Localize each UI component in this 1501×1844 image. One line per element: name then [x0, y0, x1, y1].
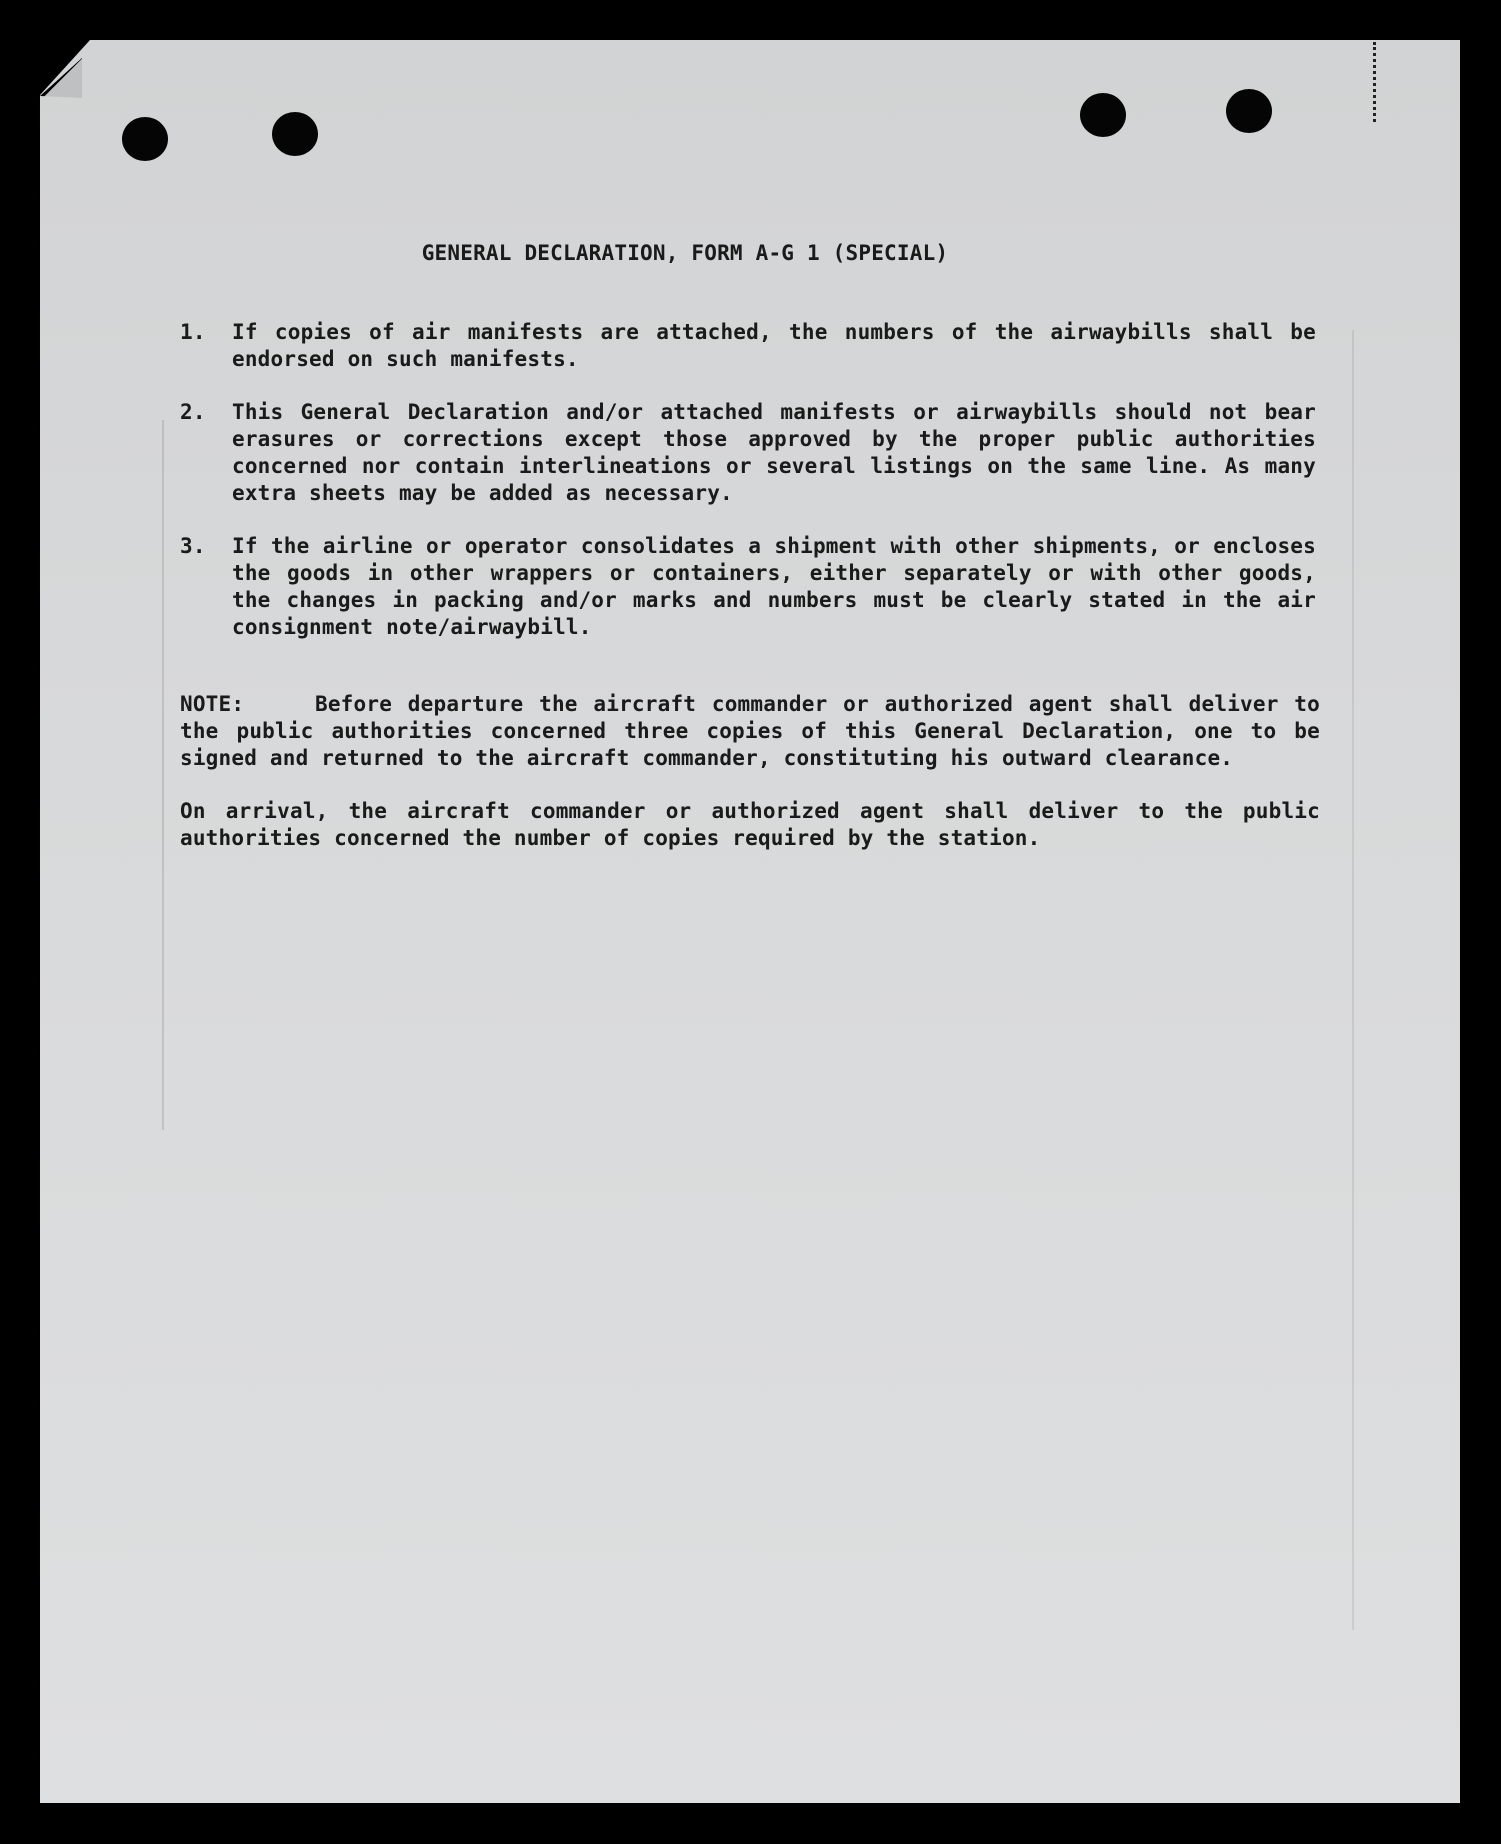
- note-text: Before departure the aircraft commander or authorized agent shall deliver to the public authorities concerned three copies of this General Declaration, one to be signed and returned to the aircraft commander, constituting his outward clearance.: [180, 692, 1320, 770]
- note-paragraph: [180, 691, 1320, 772]
- arrival-paragraph: On arrival, the aircraft commander or authorized agent shall deliver to the public authorities concerned the number of copies required by the station.: [180, 799, 1320, 850]
- punch-hole: [272, 112, 318, 156]
- punch-hole: [1226, 89, 1272, 133]
- item-number: 1.: [180, 320, 206, 344]
- item-text: This General Declaration and/or attached manifests or airwaybills should not bear erasures or corrections except those approved by the proper public authorities concerned nor contain interlineations or several listings on the same line. As many extra sheets may be added as necessary.: [232, 400, 1316, 505]
- list-item: [180, 533, 1320, 641]
- item-text: If copies of air manifests are attached, the numbers of the airwaybills shall be endorsed on such manifests.: [232, 320, 1316, 371]
- note-label: NOTE:: [180, 692, 245, 716]
- folded-corner: [40, 58, 84, 100]
- document-title: GENERAL DECLARATION, FORM A-G 1 (SPECIAL): [421, 241, 949, 265]
- item-text: If the airline or operator consolidates a shipment with other shipments, or encloses the goods in other wrappers or containers, either separately or with other goods, the changes in packing and/or marks and numbers must be clearly stated in the air consignment note/airwaybill.: [232, 534, 1316, 639]
- punch-hole: [1080, 93, 1126, 137]
- punch-hole: [122, 117, 168, 161]
- edge-mark: [1373, 42, 1380, 122]
- bleed-through-line: [162, 420, 164, 1130]
- bleed-through-line: [1352, 330, 1354, 1630]
- list-item: [180, 319, 1320, 373]
- document-body: [180, 240, 1320, 852]
- list-item: [180, 399, 1320, 507]
- item-number: 3.: [180, 534, 206, 558]
- item-number: 2.: [180, 400, 206, 424]
